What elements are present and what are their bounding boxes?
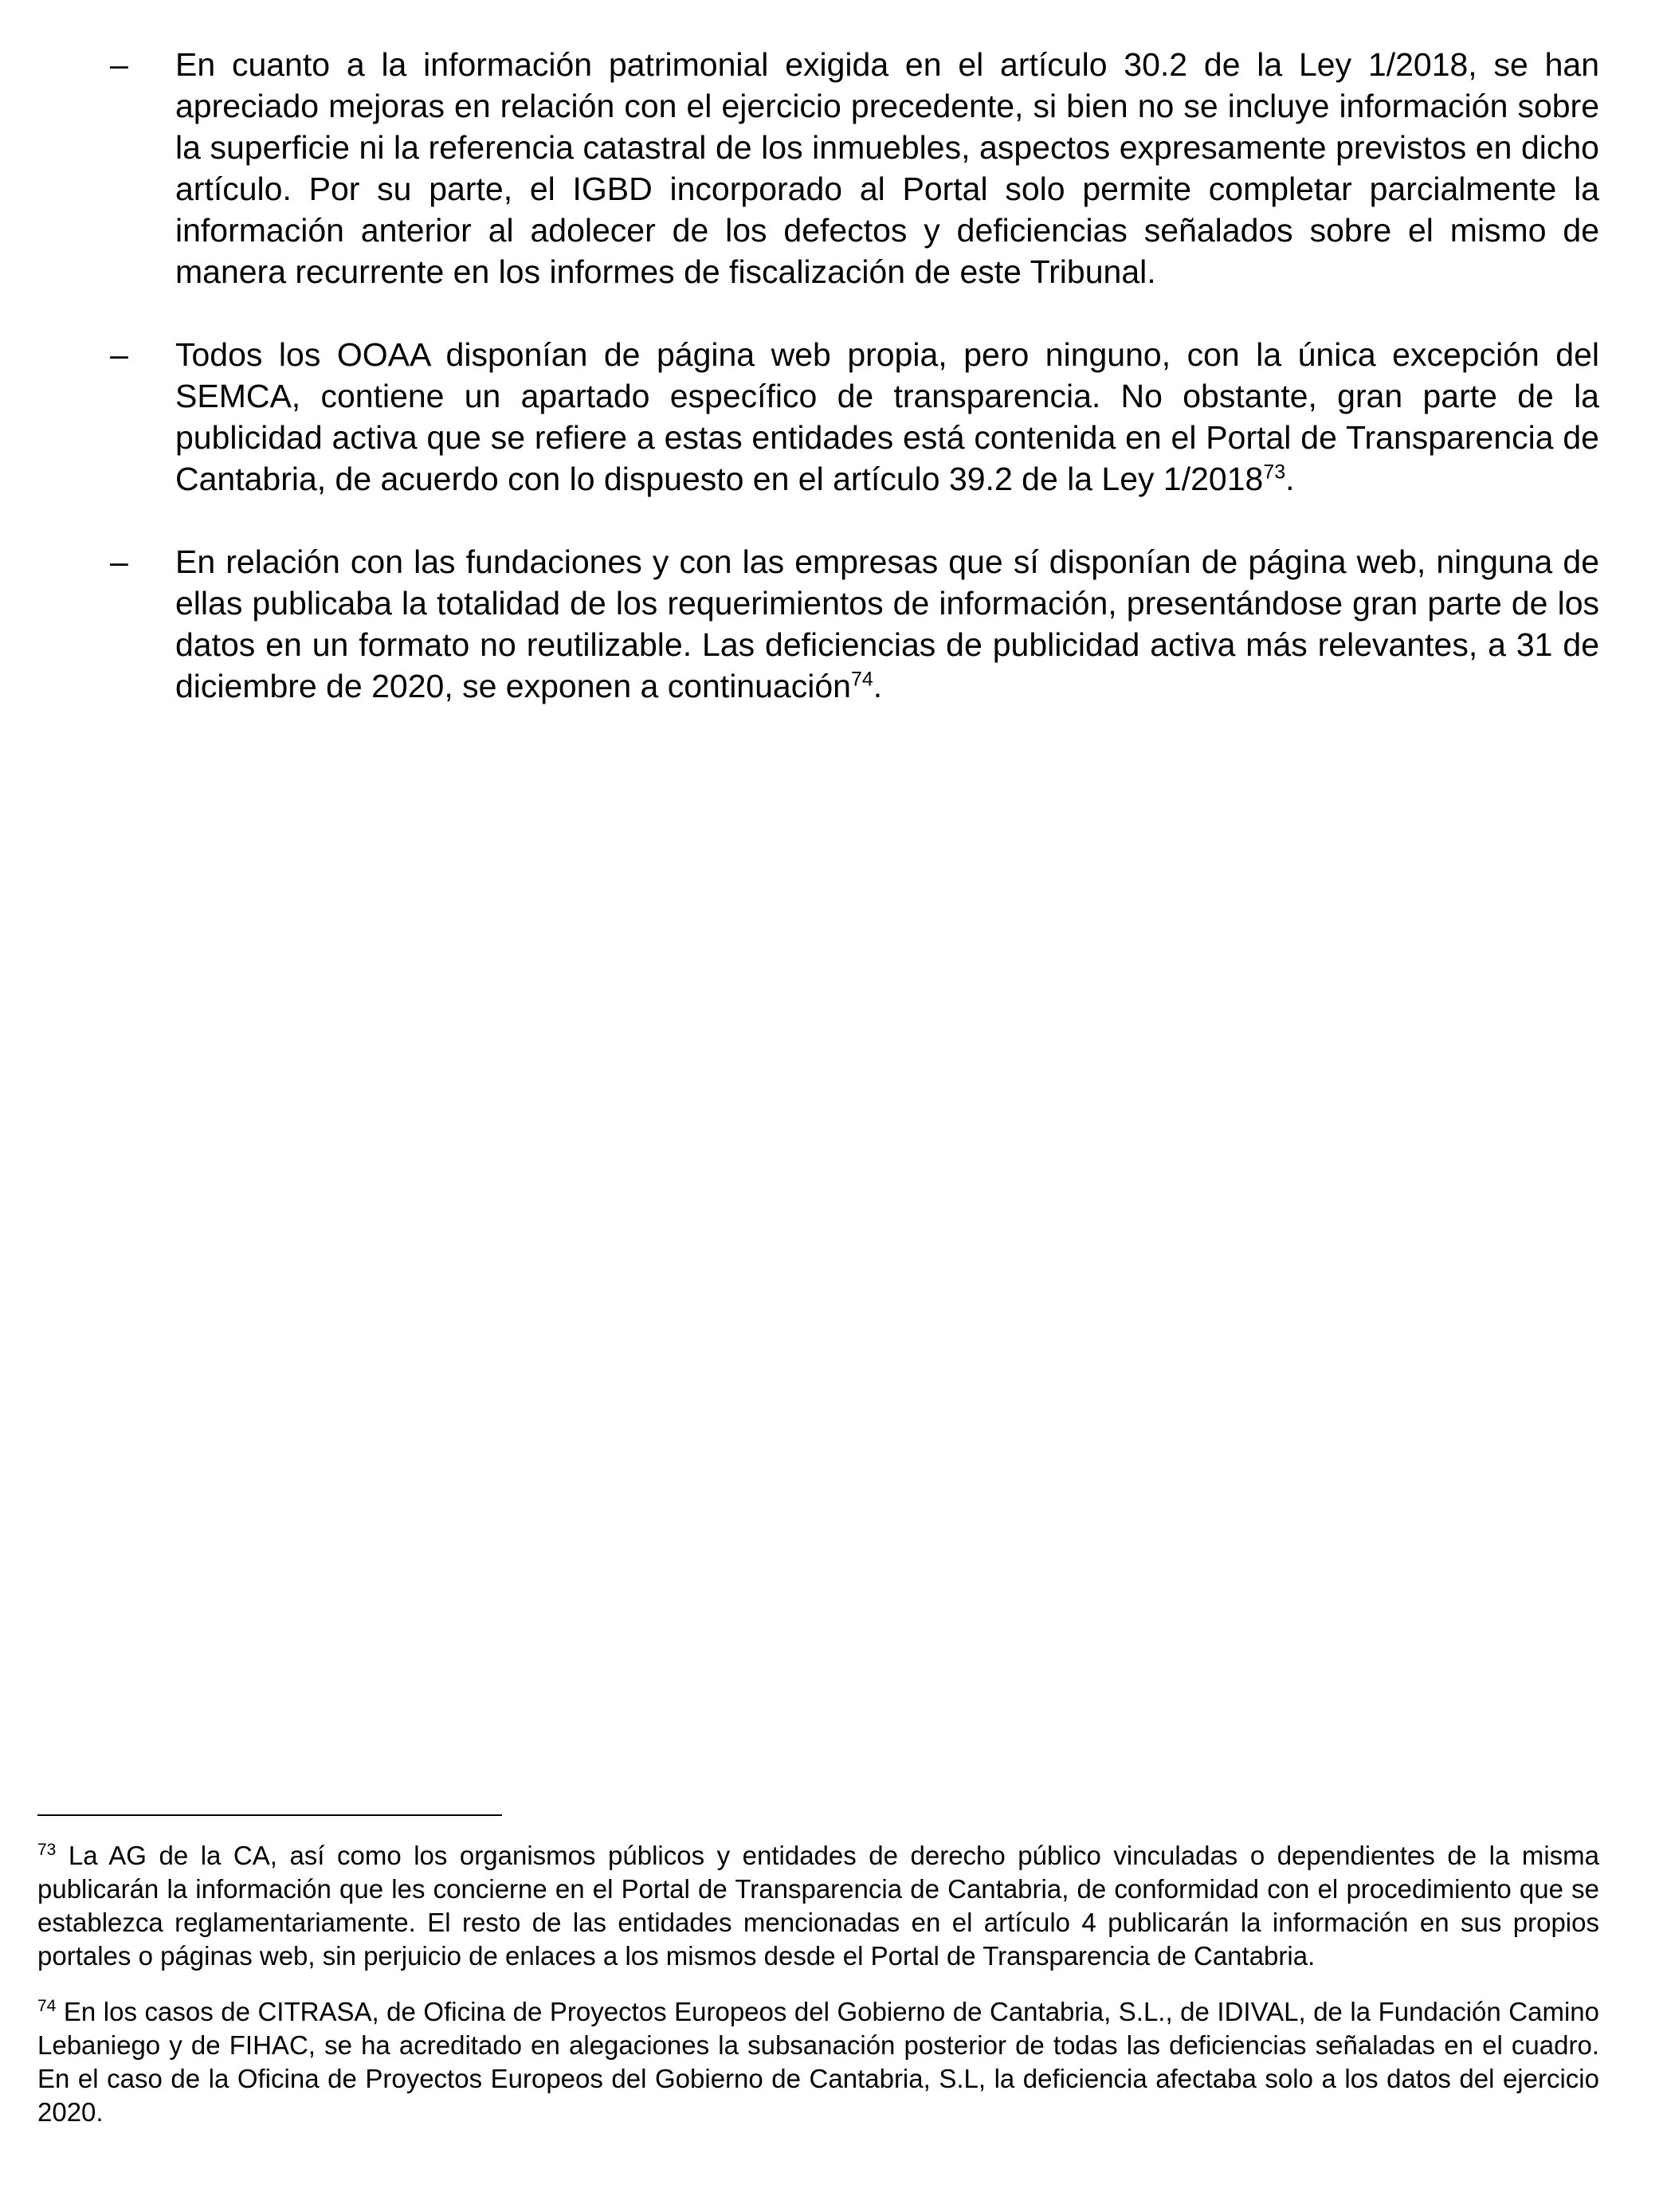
footnote-ref-73[interactable]: 73	[1263, 461, 1286, 484]
bullet-dash: –	[110, 46, 128, 83]
bullet-text: En relación con las fundaciones y con las empresas que sí disponían de página web, ninguna de ellas publicaba la totalidad de los requerimientos de información, presentándose gran parte de los datos en un formato no reutilizable. Las deficiencias de publicidad activa más relevantes, a 31 de diciembre de 2020, se exponen a continuación$^{74}$.	[175, 543, 1599, 704]
footnote-74	[37, 1995, 1599, 2129]
footnote-text: En los casos de CITRASA, de Oficina de Proyectos Europeos del Gobierno de Cantabria, S.L., de IDIVAL, de la Fundación Camino Lebaniego y de FIHAC, se ha acreditado en alegaciones la subsanación posterior de todas las deficiencias señaladas en el cuadro. En el caso de la Oficina de Proyectos Europeos del Gobierno de Cantabria, S.L, la deficiencia afectaba solo a los datos del ejercicio 2020.	[37, 1997, 1599, 2127]
bullet-text: En cuanto a la información patrimonial exigida en el artículo 30.2 de la Ley 1/2018, se han apreciado mejoras en relación con el ejercicio precedente, si bien no se incluye información sobre la superficie ni la referencia catastral de los inmuebles, aspectos expresamente previstos en dicho artículo. Por su parte, el IGBD incorporado al Portal solo permite completar parcialmente la información anterior al adolecer de los defectos y deficiencias señalados sobre el mismo de manera recurrente en los informes de fiscalización de este Tribunal.	[175, 46, 1599, 290]
footnote-number: 74	[37, 1997, 57, 2015]
bullet-list	[0, 44, 1663, 748]
footnote-73	[37, 1839, 1599, 1973]
footnotes	[37, 1839, 1599, 2151]
bullet-text: Todos los OOAA disponían de página web propia, pero ninguno, con la única excepción del SEMCA, contiene un apartado específico de transparencia. No obstante, gran parte de la publicidad activa que se refiere a estas entidades está contenida en el Portal de Transparencia de Cantabria, de acuerdo con lo dispuesto en el artículo 39.2 de la Ley 1/2018$^{73}$.	[175, 336, 1599, 497]
bullet-item-ooaa	[0, 334, 1663, 500]
bullet-item-fundaciones	[0, 541, 1663, 707]
footnote-separator	[37, 1814, 502, 1816]
footnote-text: La AG de la CA, así como los organismos públicos y entidades de derecho público vinculadas o dependientes de la misma publicarán la información que les concierne en el Portal de Transparencia de Cantabria, de conformidad con el procedimiento que se establezca reglamentariamente. El resto de las entidades mencionadas en el artículo 4 publicarán la información en sus propios portales o páginas web, sin perjuicio de enlaces a los mismos desde el Portal de Transparencia de Cantabria.	[37, 1841, 1599, 1971]
bullet-dash: –	[110, 543, 128, 580]
bullet-dash: –	[110, 336, 128, 373]
footnote-number: 73	[37, 1841, 57, 1859]
bullet-item-patrimonial	[0, 44, 1663, 292]
footnote-ref-74[interactable]: 74	[850, 668, 873, 691]
